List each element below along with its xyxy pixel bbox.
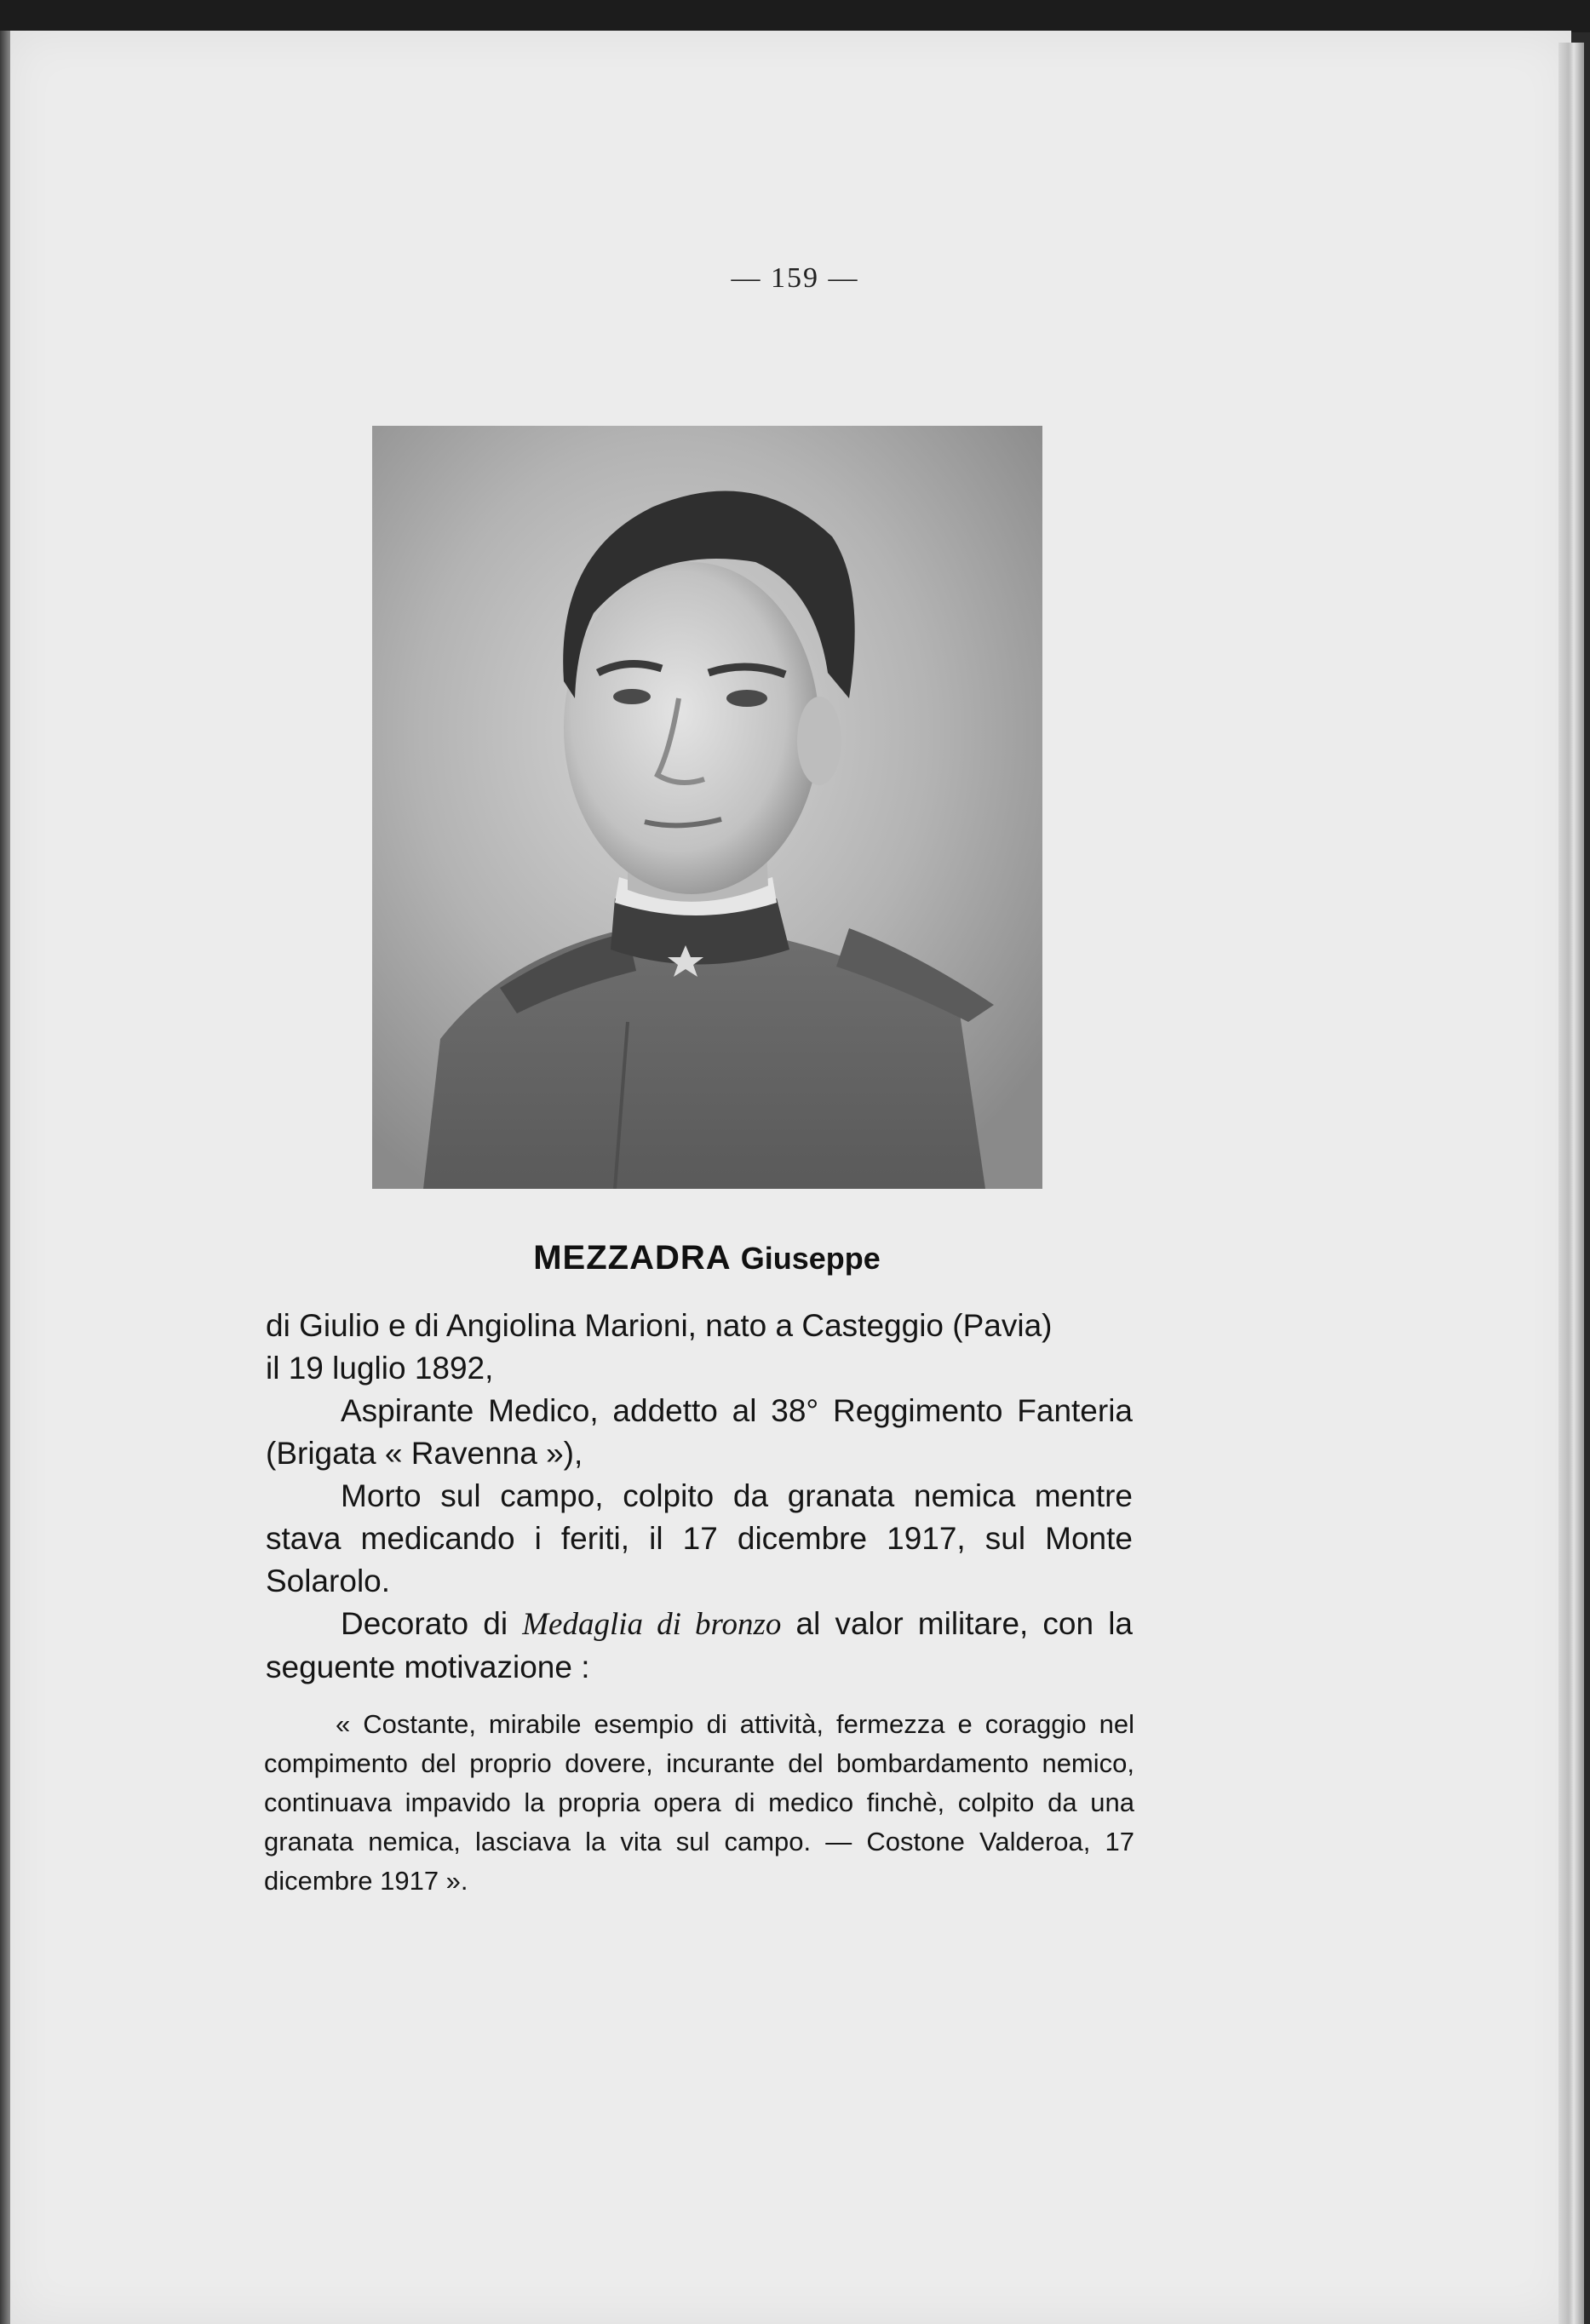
decoration-prefix: Decorato di (341, 1606, 508, 1641)
portrait-photo (372, 426, 1042, 1189)
motivation-quote (264, 1705, 1134, 1901)
birth-line-2: il 19 luglio 1892, (266, 1351, 494, 1386)
motivation-text: « Costante, mirabile esempio di attività, fermezza e coraggio nel compimento del proprio dovere, incurante del bombardamento nemico, continuava impavido la propria opera di medico finchè, colpito da una granata nemica, lasciava la vita sul campo. — Costone Valderoa, 17 dicembre 1917 ». (264, 1709, 1134, 1896)
decoration-suffix: al valor militare, con la seguente motivazione : (266, 1606, 1134, 1684)
surname: MEZZADRA (533, 1239, 732, 1277)
page-right-edge (1558, 43, 1584, 2324)
entry-title (0, 1239, 1414, 1277)
birth-line-1: di Giulio e di Angiolina Marioni, nato a Casteggio (Pavia) (266, 1308, 1053, 1343)
decoration-medal: Medaglia di bronzo (522, 1607, 782, 1642)
page-number: — 159 — (731, 262, 859, 294)
page-left-edge (0, 31, 10, 2324)
given-name: Giuseppe (740, 1241, 881, 1276)
portrait-illustration (372, 426, 1042, 1189)
rank-paragraph: Aspirante Medico, addetto al 38° Reggimento Fanteria (Brigata « Ravenna »), (266, 1393, 1133, 1471)
death-paragraph: Morto sul campo, colpito da granata nemica mentre stava medicando i feriti, il 17 dicembre 1917, sul Monte Solarolo. (266, 1478, 1133, 1598)
scan-top-border (0, 0, 1590, 32)
decoration-paragraph (266, 1603, 1133, 1689)
entry-body (266, 1305, 1133, 1689)
